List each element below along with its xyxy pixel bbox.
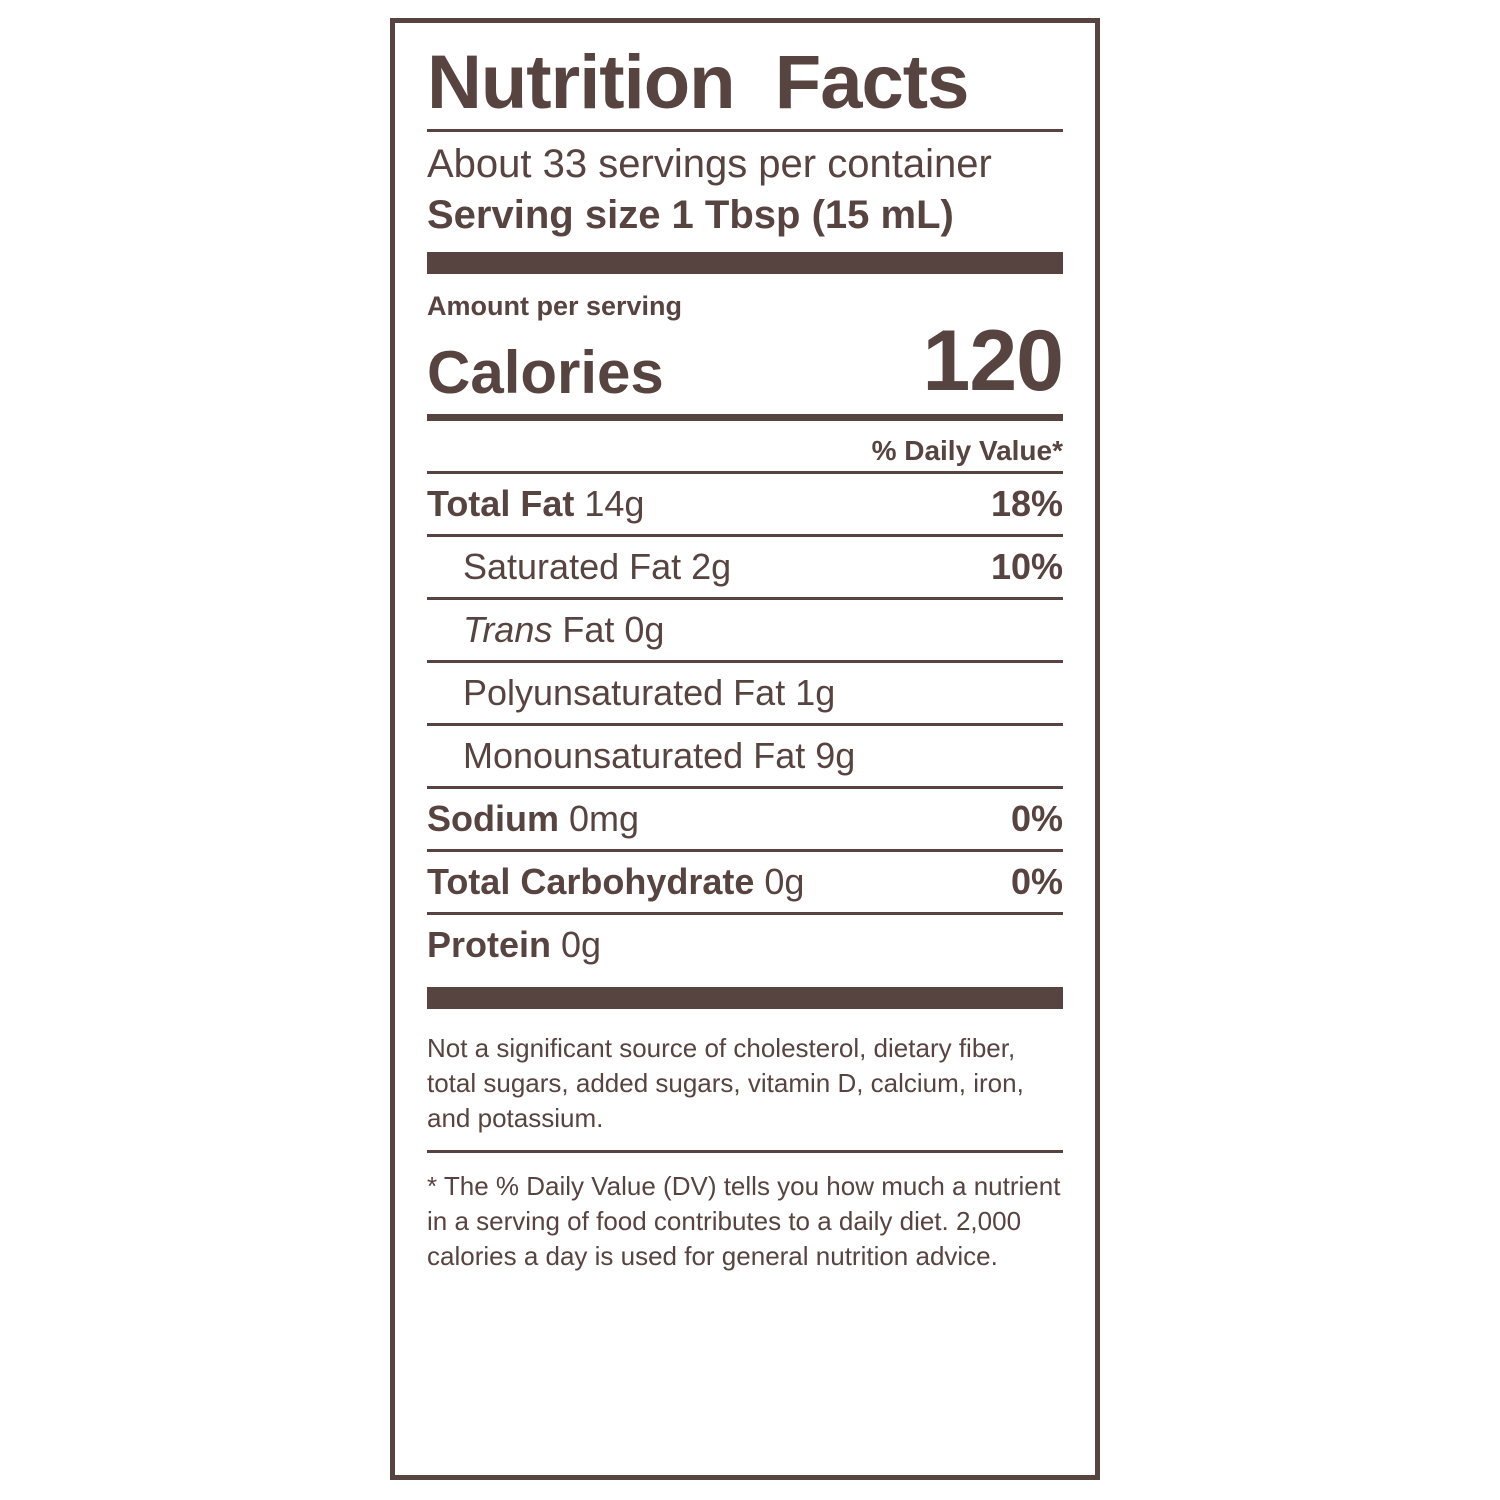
calories-row xyxy=(427,312,1063,409)
nutrient-row xyxy=(427,660,1063,723)
calories-label: Calories xyxy=(427,338,664,406)
amount-per-serving-label: Amount per serving xyxy=(427,290,683,321)
nutrient-row xyxy=(427,849,1063,912)
divider-under-title xyxy=(427,129,1063,132)
divider-thick-top xyxy=(427,252,1063,274)
nutrient-daily-value: 18% xyxy=(990,482,1063,524)
nutrition-facts-panel xyxy=(390,18,1100,1480)
nutrient-name: Polyunsaturated Fat 1g xyxy=(463,671,836,713)
nutrient-daily-value: 0% xyxy=(1010,860,1063,902)
nutrient-row xyxy=(427,786,1063,849)
nutrient-row xyxy=(427,471,1063,534)
nutrient-row xyxy=(427,912,1063,975)
servings-per-container: About 33 servings per container xyxy=(427,142,992,186)
calories-value: 120 xyxy=(922,312,1063,409)
nutrient-name: Monounsaturated Fat 9g xyxy=(463,734,856,776)
nutrient-name: Total Fat 14g xyxy=(427,482,645,524)
nutrient-name: Saturated Fat 2g xyxy=(463,545,732,587)
nutrition-facts-content xyxy=(427,40,1063,1289)
daily-value-footnote: * The % Daily Value (DV) tells you how much a nutrient in a serving of food contributes to a daily diet. 2,000 calories a day is used for general nutrition advice. xyxy=(427,1150,1063,1288)
daily-value-header: % Daily Value* xyxy=(871,434,1063,466)
page-title: Nutrition Facts xyxy=(427,40,969,125)
nutrient-name: Protein 0g xyxy=(427,923,602,965)
nutrient-row xyxy=(427,597,1063,660)
nutrient-daily-value: 0% xyxy=(1010,797,1063,839)
nutrient-name: Trans Fat 0g xyxy=(463,608,665,650)
divider-under-calories xyxy=(427,414,1063,421)
nutrient-daily-value: 10% xyxy=(990,545,1063,587)
nutrient-name: Total Carbohydrate 0g xyxy=(427,860,805,902)
nutrient-row xyxy=(427,534,1063,597)
divider-thick-bottom xyxy=(427,987,1063,1009)
nutrient-row xyxy=(427,723,1063,786)
not-significant-note: Not a significant source of cholesterol, dietary fiber, total sugars, added sugars, vitamin D, calcium, iron, and potassium. xyxy=(427,1032,1024,1134)
nutrient-rows xyxy=(427,471,1063,975)
nutrient-name: Sodium 0mg xyxy=(427,797,640,839)
serving-size: Serving size 1 Tbsp (15 mL) xyxy=(427,192,954,237)
